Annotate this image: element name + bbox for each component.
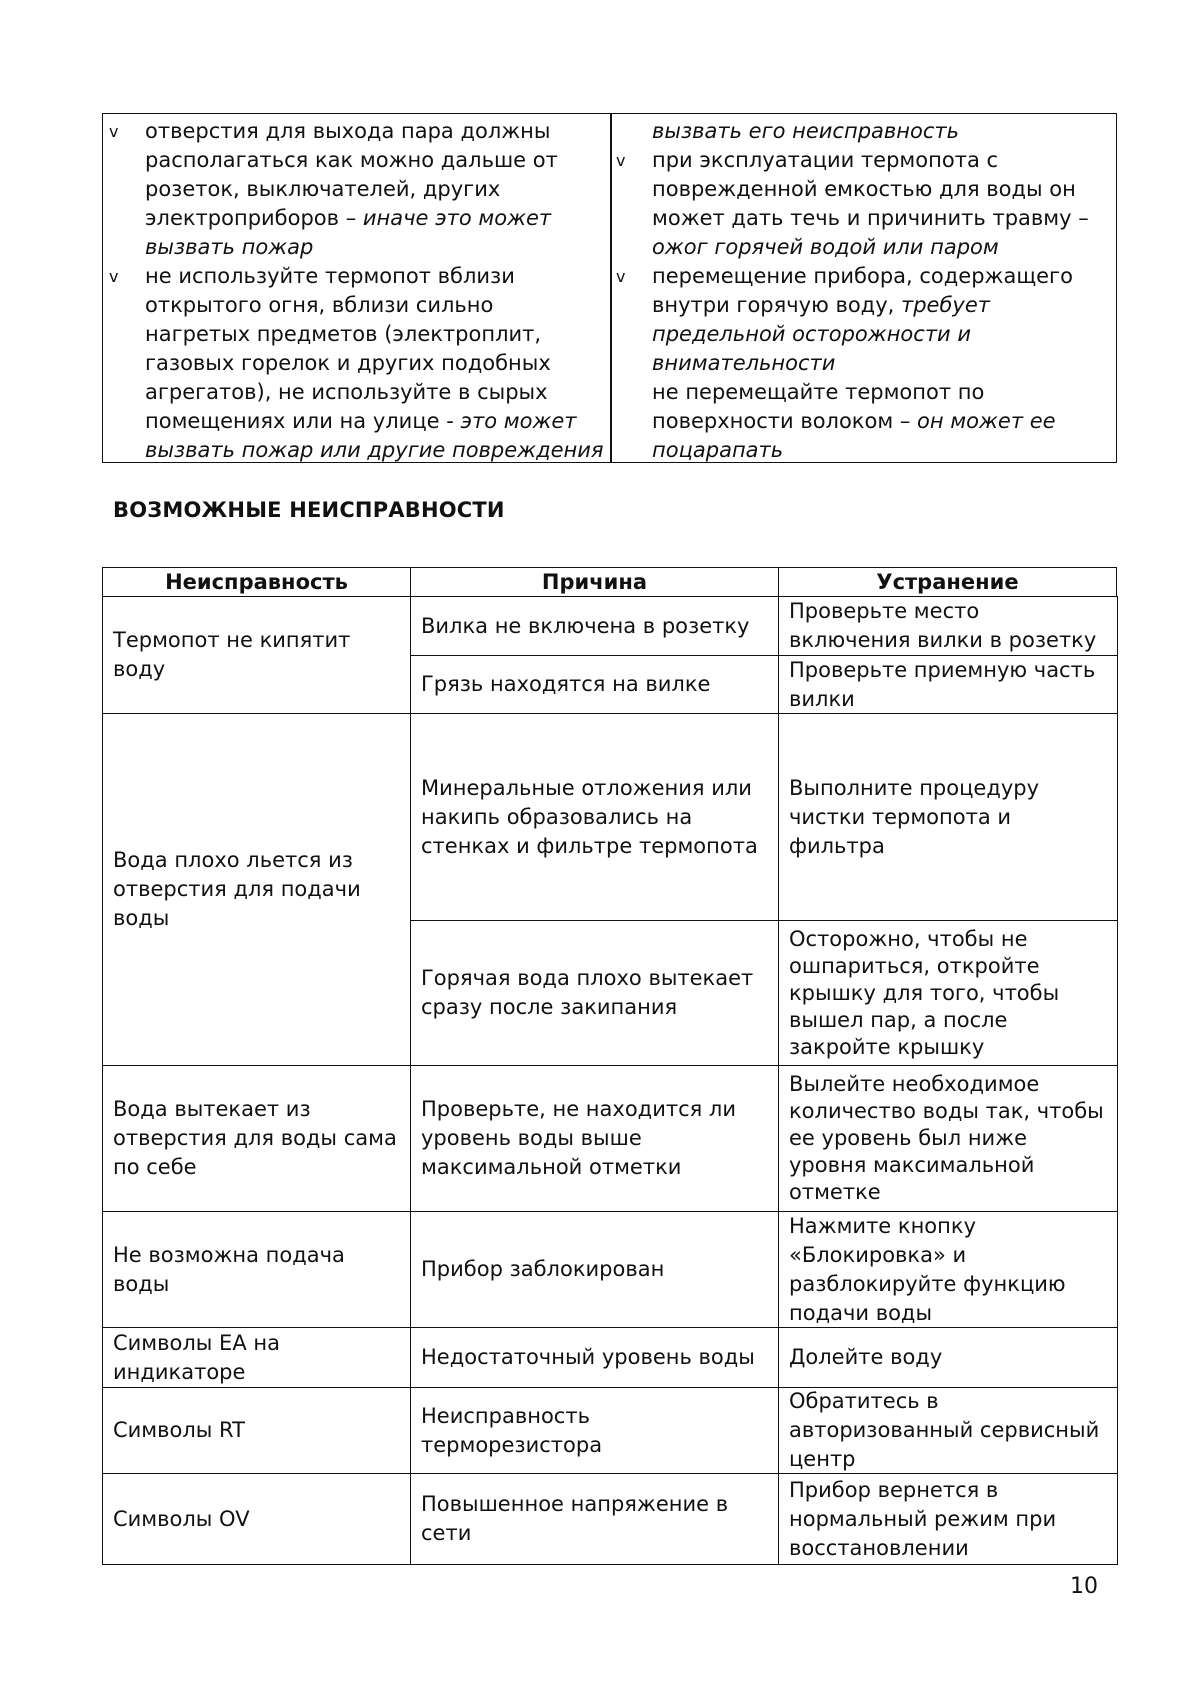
cause-cell-line: стенках и фильтре термопота — [421, 833, 758, 858]
fix-cell-line: центр — [789, 1447, 856, 1471]
warning-line — [616, 117, 1111, 146]
problem-cell — [102, 1473, 411, 1565]
header-label: Устранение — [876, 570, 1019, 594]
cause-cell-line: Неисправность — [421, 1403, 590, 1428]
warning-line — [109, 117, 604, 146]
warning-text: при эксплуатации термопота с — [652, 148, 999, 172]
warning-text: газовых горелок и других подобных — [145, 351, 551, 375]
fix-cell-line: отметке — [789, 1180, 881, 1204]
checkmark-bullet-icon: v — [109, 122, 119, 141]
warning-line — [616, 407, 1111, 436]
warning-text: не используйте термопот вблизи — [145, 264, 515, 288]
column-divider — [610, 114, 612, 462]
cause-cell — [410, 596, 779, 656]
fix-cell-line: авторизованный сервисный — [789, 1418, 1100, 1442]
fix-cell-line: количество воды так, чтобы — [789, 1099, 1104, 1123]
warning-text: не перемещайте термопот по — [652, 380, 985, 404]
cause-cell — [410, 1473, 779, 1565]
fix-cell-line: включения вилки в розетку — [789, 628, 1097, 652]
warning-line — [616, 146, 1111, 175]
warning-line — [616, 436, 1111, 465]
cause-cell-line: максимальной отметки — [421, 1155, 682, 1179]
checkmark-bullet-icon: v — [109, 267, 119, 286]
fix-cell-line: закройте крышку — [789, 1034, 985, 1059]
problem-cell-line: Символы OV — [113, 1506, 250, 1531]
cause-cell-line: Минеральные отложения или — [421, 775, 752, 800]
fix-cell-line: Прибор вернется в — [789, 1477, 999, 1502]
warnings-right-column — [616, 117, 1111, 465]
warning-line — [109, 378, 604, 407]
warning-text: агрегатов), не используйте в сырых — [145, 380, 548, 404]
warning-consequence: вызвать пожар или другие повреждения — [145, 438, 604, 462]
cause-cell — [410, 1387, 779, 1474]
warning-line — [616, 175, 1111, 204]
cause-cell-line: накипь образовались на — [421, 804, 693, 829]
warning-line — [109, 436, 604, 465]
warning-text: располагаться как можно дальше от — [145, 148, 558, 172]
fix-cell-line: Осторожно, чтобы не — [789, 926, 1028, 951]
fix-cell-line: ее уровень был ниже — [789, 1126, 1028, 1150]
cause-cell-line: Проверьте, не находится ли — [421, 1097, 736, 1121]
warning-line — [109, 262, 604, 291]
cause-cell-line: Грязь находятся на вилке — [421, 672, 711, 696]
cause-cell-line: сети — [421, 1521, 472, 1545]
fix-cell-line: ошпариться, откройте — [789, 953, 1040, 978]
fix-cell — [778, 1211, 1118, 1328]
fix-cell — [778, 1065, 1118, 1212]
fix-cell — [778, 1473, 1118, 1565]
cause-cell-line: терморезистора — [421, 1432, 603, 1457]
cause-cell — [410, 1065, 779, 1212]
warning-text: отверстия для выхода пара должны — [145, 119, 551, 143]
warning-consequence: вызвать пожар — [145, 235, 314, 259]
cause-cell-line: Вилка не включена в розетку — [421, 613, 750, 638]
warning-consequence: поцарапать — [652, 438, 784, 462]
fix-cell — [778, 713, 1118, 921]
problem-cell — [102, 596, 411, 714]
warning-text: поверхности волоком – — [652, 409, 918, 433]
warnings-table — [102, 113, 1117, 463]
warning-line — [109, 175, 604, 204]
fix-cell-line: Нажмите кнопку — [789, 1213, 977, 1238]
warning-consequence: вызвать его неисправность — [652, 119, 960, 143]
warning-line — [109, 320, 604, 349]
cause-cell-line: Недостаточный уровень воды — [421, 1345, 755, 1369]
warning-text: может дать течь и причинить травму – — [652, 206, 1089, 230]
warning-consequence: внимательности — [652, 351, 836, 375]
warning-line — [616, 233, 1111, 262]
fix-cell-line: Долейте воду — [789, 1345, 943, 1369]
header-problem — [102, 567, 411, 597]
problem-cell-line: воды — [113, 1271, 170, 1296]
warning-text: розеток, выключателей, других — [145, 177, 501, 201]
troubleshooting-table — [102, 567, 1117, 1564]
cause-cell-line: Повышенное напряжение в — [421, 1492, 729, 1516]
checkmark-bullet-icon: v — [616, 267, 626, 286]
warning-line — [109, 204, 604, 233]
cause-cell — [410, 1211, 779, 1328]
cause-cell — [410, 655, 779, 714]
fix-cell-line: Проверьте приемную часть — [789, 657, 1096, 682]
checkmark-bullet-icon: v — [616, 151, 626, 170]
fix-cell — [778, 596, 1118, 656]
fix-cell-line: Проверьте место — [789, 599, 980, 623]
problem-cell — [102, 1065, 411, 1212]
header-fix — [778, 567, 1117, 597]
warning-text: перемещение прибора, содержащего — [652, 264, 1073, 288]
warning-line — [109, 407, 604, 436]
warnings-left-column — [109, 117, 604, 465]
problem-cell-line: Символы EA на — [113, 1330, 280, 1355]
fix-cell-line: Выполните процедуру — [789, 775, 1040, 800]
warning-line — [616, 262, 1111, 291]
fix-cell — [778, 1327, 1118, 1388]
fix-cell — [778, 920, 1118, 1066]
problem-cell-line: индикаторе — [113, 1359, 246, 1384]
warning-text: поврежденной емкостью для воды он — [652, 177, 1076, 201]
warning-consequence: предельной осторожности и — [652, 322, 972, 346]
warning-consequence: требует — [900, 293, 990, 317]
fix-cell-line: восстановлении — [789, 1535, 969, 1560]
warning-line — [109, 233, 604, 262]
cause-cell-line: сразу после закипания — [421, 995, 678, 1019]
warning-line — [616, 291, 1111, 320]
header-label: Неисправность — [165, 570, 348, 594]
problem-cell-line: по себе — [113, 1155, 197, 1179]
warning-line — [109, 291, 604, 320]
page-number: 10 — [1070, 1574, 1098, 1599]
fix-cell-line: крышку для того, чтобы — [789, 980, 1060, 1005]
warning-consequence: ожог горячей водой или паром — [652, 235, 999, 259]
warning-consequence: это может — [460, 409, 577, 433]
problem-cell-line: отверстия для воды сама — [113, 1126, 397, 1150]
fix-cell-line: уровня максимальной — [789, 1153, 1035, 1177]
warning-line — [109, 349, 604, 378]
header-cause — [410, 567, 779, 597]
warning-line — [109, 146, 604, 175]
cause-cell-line: Прибор заблокирован — [421, 1257, 665, 1281]
warning-line — [616, 349, 1111, 378]
problem-cell — [102, 1387, 411, 1474]
warning-text: открытого огня, вблизи сильно — [145, 293, 494, 317]
warning-line — [616, 204, 1111, 233]
problem-cell-line: Символы RT — [113, 1418, 245, 1442]
problem-cell-line: воды — [113, 906, 170, 930]
fix-cell-line: разблокируйте функцию — [789, 1271, 1066, 1296]
warning-line — [616, 320, 1111, 349]
problem-cell-line: Вода вытекает из — [113, 1097, 311, 1121]
fix-cell-line: фильтра — [789, 833, 885, 858]
cause-cell-line: Горячая вода плохо вытекает — [421, 966, 754, 990]
problem-cell — [102, 1211, 411, 1328]
problem-cell-line: Не возможна подача — [113, 1242, 345, 1267]
problem-cell-line: Термопот не кипятит — [113, 628, 351, 652]
fix-cell — [778, 655, 1118, 714]
fix-cell — [778, 1387, 1118, 1474]
fix-cell-line: вышел пар, а после — [789, 1007, 1008, 1032]
warning-consequence: иначе это может — [362, 206, 552, 230]
cause-cell — [410, 713, 779, 921]
fix-cell-line: чистки термопота и — [789, 804, 1012, 829]
cause-cell — [410, 1327, 779, 1388]
warning-text: внутри горячую воду, — [652, 293, 901, 317]
fix-cell-line: нормальный режим при — [789, 1506, 1057, 1531]
problem-cell — [102, 1327, 411, 1388]
fix-cell-line: вилки — [789, 686, 855, 711]
fix-cell-line: Вылейте необходимое — [789, 1072, 1040, 1096]
problem-cell-line: Вода плохо льется из — [113, 848, 353, 872]
cause-cell-line: уровень воды выше — [421, 1126, 642, 1150]
warning-text: помещениях или на улице - — [145, 409, 461, 433]
fix-cell-line: Обратитесь в — [789, 1389, 939, 1413]
problem-cell-line: отверстия для подачи — [113, 877, 361, 901]
warning-text: электроприборов – — [145, 206, 363, 230]
header-label: Причина — [541, 570, 648, 594]
cause-cell — [410, 920, 779, 1066]
warning-consequence: он может ее — [917, 409, 1056, 433]
fix-cell-line: «Блокировка» и — [789, 1242, 967, 1267]
warning-text: нагретых предметов (электроплит, — [145, 322, 542, 346]
section-heading: ВОЗМОЖНЫЕ НЕИСПРАВНОСТИ — [113, 498, 505, 522]
fix-cell-line: подачи воды — [789, 1300, 933, 1325]
warning-line — [616, 378, 1111, 407]
problem-cell — [102, 713, 411, 1066]
problem-cell-line: воду — [113, 657, 166, 681]
